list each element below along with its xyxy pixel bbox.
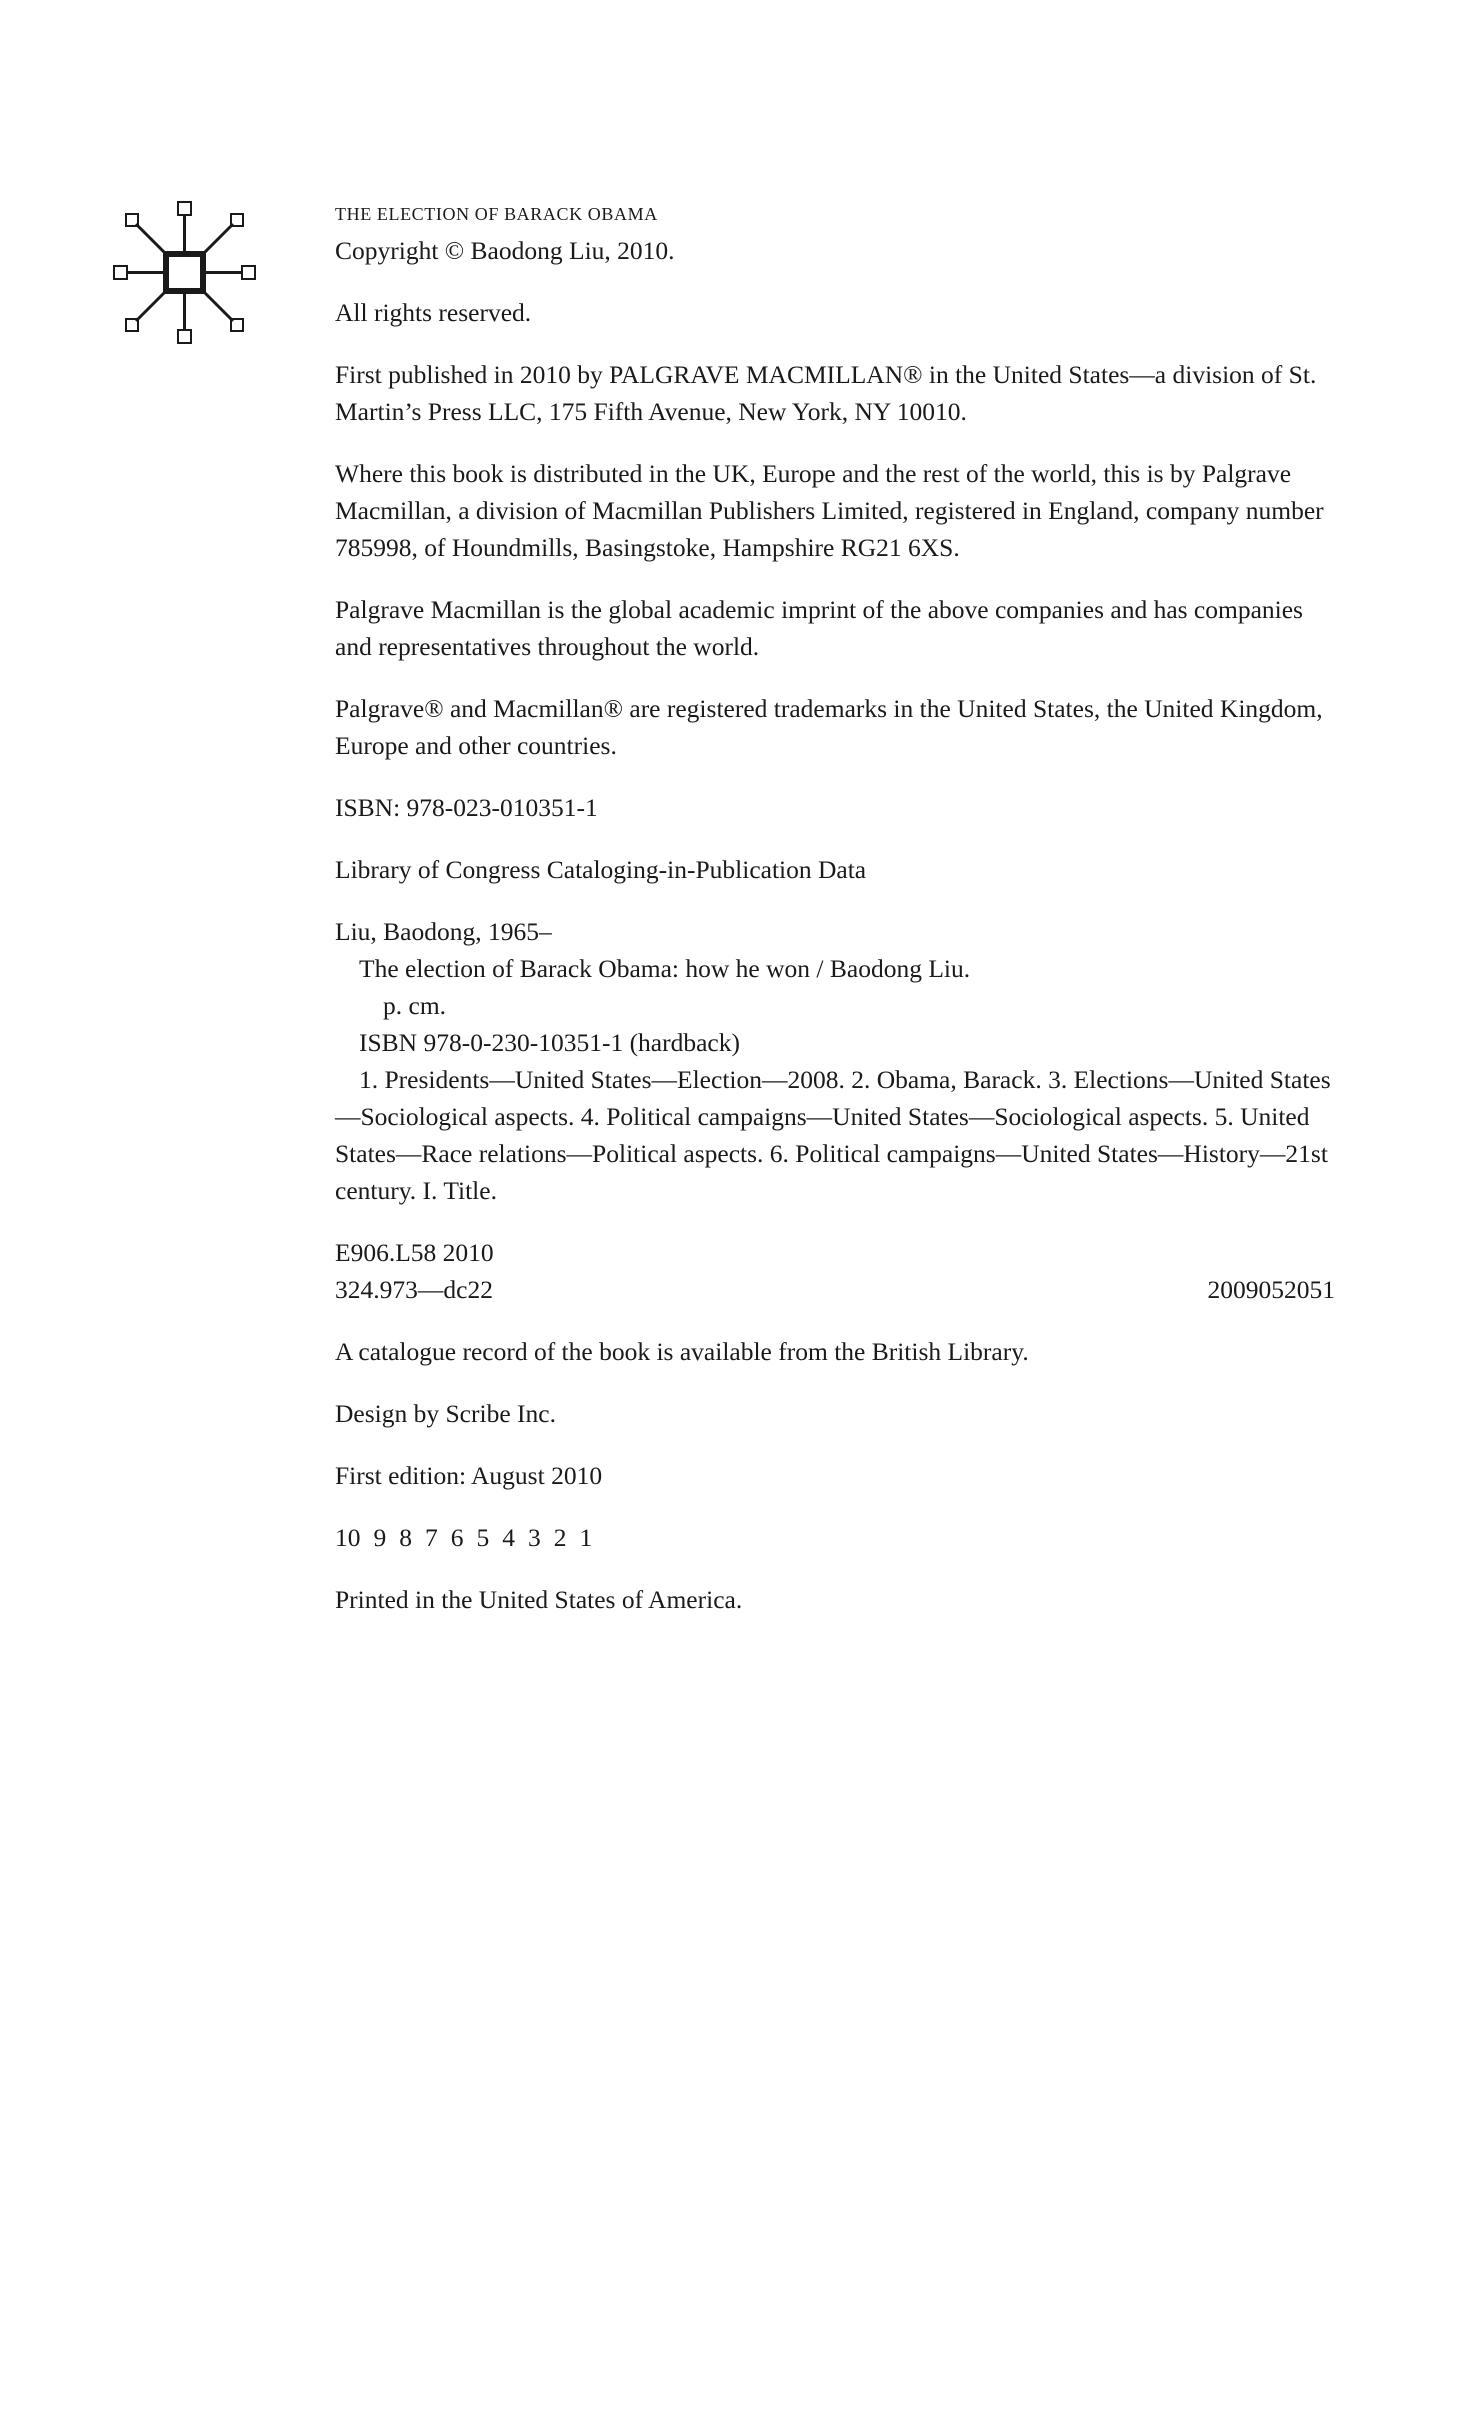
isbn-line: ISBN: 978-023-010351-1	[335, 793, 598, 822]
printing-number: 2	[553, 1523, 567, 1552]
copyright-page	[335, 202, 1335, 1643]
cip-title-line: The election of Barack Obama: how he won / Baodong Liu.	[359, 954, 971, 983]
printing-line	[335, 1519, 1335, 1556]
cip-pcm: p. cm.	[383, 991, 447, 1020]
design-credit: Design by Scribe Inc.	[335, 1399, 556, 1428]
cip-heading: Library of Congress Cataloging-in-Publication Data	[335, 855, 867, 884]
imprint-paragraph: Palgrave Macmillan is the global academic imprint of the above companies and has companies and representatives throughout the world.	[335, 595, 1303, 661]
british-library-line: A catalogue record of the book is available from the British Library.	[335, 1337, 1029, 1366]
lccn-number: 2009052051	[1207, 1275, 1335, 1304]
cip-subjects: 1. Presidents—United States—Election—2008. 2. Obama, Barack. 3. Elections—United States—Sociological aspects. 4. Political campaigns—United States—Sociological aspects. 5. United States—Race relations—Political aspects. 6. Political campaigns—United States—History—21st century. I. Title.	[335, 1065, 1331, 1205]
dewey-classification: 324.973—dc22	[335, 1275, 493, 1304]
printing-number: 6	[450, 1523, 464, 1552]
printing-number: 5	[476, 1523, 490, 1552]
trademarks-paragraph: Palgrave® and Macmillan® are registered trademarks in the United States, the United Kingdom, Europe and other countries.	[335, 694, 1323, 760]
series-title: THE ELECTION OF BARACK OBAMA	[335, 204, 658, 224]
printing-number: 10	[335, 1523, 361, 1552]
distribution-paragraph: Where this book is distributed in the UK, Europe and the rest of the world, this is by Palgrave Macmillan, a division of Macmillan Publishers Limited, registered in England, company number 785998, of Houndmills, Basingstoke, Hampshire RG21 6XS.	[335, 459, 1324, 562]
classification-row	[335, 1271, 1335, 1308]
edition-line: First edition: August 2010	[335, 1461, 603, 1490]
printing-number: 3	[528, 1523, 541, 1552]
first-published-paragraph: First published in 2010 by PALGRAVE MACMILLAN® in the United States—a division of St. Martin’s Press LLC, 175 Fifth Avenue, New York, NY 10010.	[335, 360, 1317, 426]
printing-number: 4	[502, 1523, 515, 1552]
cip-data-block	[335, 913, 1335, 1209]
printing-number: 8	[399, 1523, 412, 1552]
printing-number: 9	[373, 1523, 387, 1552]
printing-number: 7	[425, 1523, 438, 1552]
cip-author: Liu, Baodong, 1965–	[335, 917, 552, 946]
printed-in-line: Printed in the United States of America.	[335, 1585, 743, 1614]
lc-classification: E906.L58 2010	[335, 1238, 494, 1267]
printing-number: 1	[579, 1523, 593, 1552]
rights-line: All rights reserved.	[335, 298, 532, 327]
cip-isbn-line: ISBN 978-0-230-10351-1 (hardback)	[359, 1028, 740, 1057]
copyright-line: Copyright © Baodong Liu, 2010.	[335, 236, 675, 265]
palgrave-logo-icon	[112, 200, 257, 345]
palgrave-logo-graphic	[112, 200, 257, 345]
